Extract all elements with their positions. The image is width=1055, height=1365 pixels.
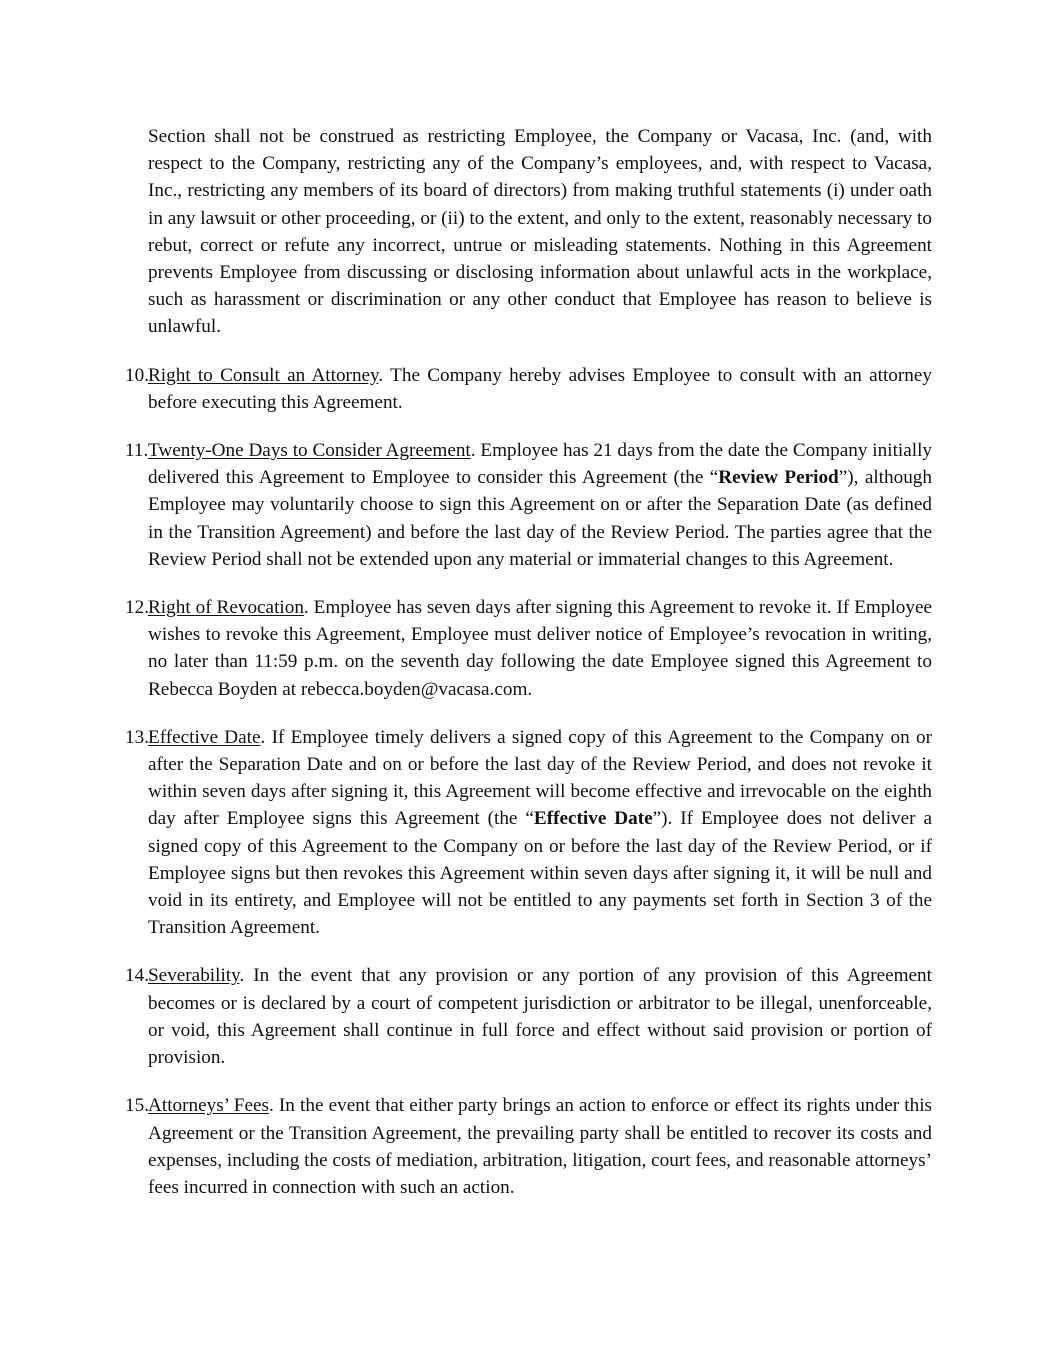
section-14	[125, 962, 932, 1071]
section-number: 12.	[125, 597, 149, 619]
section-number: 11.	[125, 440, 149, 462]
section-body: . The Company hereby advises Employee to consult with an attorney before executing this Agreement.	[148, 364, 932, 413]
section-number: 15.	[125, 1095, 149, 1117]
section-heading: Right of Revocation	[148, 597, 304, 619]
document-body	[125, 123, 932, 1222]
section-heading: Attorneys’ Fees	[148, 1095, 269, 1117]
section-10	[125, 362, 932, 416]
defined-term: Review Period	[718, 467, 839, 489]
section-15	[125, 1092, 932, 1201]
section-heading: Twenty-One Days to Consider Agreement	[148, 440, 471, 462]
section-number: 14.	[125, 965, 149, 987]
section-body-continued: ”), although Employee may voluntarily choose to sign this Agreement on or after the Separation Date (as defined in the Transition Agreement) and before the last day of the Review Period. The parties agree that the Review Period shall not be extended upon any material or immaterial changes to this Agreement.	[148, 467, 932, 570]
section-body-continued: ”). If Employee does not deliver a signed copy of this Agreement to the Company on or before the last day of the Review Period, or if Employee signs but then revokes this Agreement within seven days after signing it, it will be null and void in its entirety, and Employee will not be entitled to any payments set forth in Section 3 of the Transition Agreement.	[148, 808, 933, 939]
section-body: . Employee has seven days after signing this Agreement to revoke it. If Employee wishes to revoke this Agreement, Employee must deliver notice of Employee’s revocation in writing, no later than 11:59 p.m. on the seventh day following the date Employee signed this Agreement to Rebecca Boyden at rebecca.boyden@vacasa.com.	[148, 597, 932, 700]
section-body: . In the event that any provision or any portion of any provision of this Agreement becomes or is declared by a court of competent jurisdiction or arbitrator to be illegal, unenforceable, or void, this Agreement shall continue in full force and effect without said provision or portion of provision.	[148, 965, 932, 1069]
section-number: 13.	[125, 726, 149, 748]
section-13	[125, 724, 932, 942]
defined-term: Effective Date	[533, 808, 653, 830]
section-body: . In the event that either party brings an action to enforce or effect its rights under this Agreement or the Transition Agreement, the prevailing party shall be entitled to recover its costs and expenses, including the costs of mediation, arbitration, litigation, court fees, and reasonable attorneys’ fees incurred in connection with such an action.	[148, 1095, 932, 1198]
section-11	[125, 437, 932, 573]
section-heading: Right to Consult an Attorney	[148, 364, 379, 386]
section-12	[125, 594, 932, 703]
section-heading: Effective Date	[148, 726, 261, 748]
section-9-continuation: Section shall not be construed as restricting Employee, the Company or Vacasa, Inc. (and, with respect to the Company, restricting any of the Company’s employees, and, with respect to Vacasa, Inc., restricting any members of its board of directors) from making truthful statements (i) under oath in any lawsuit or other proceeding, or (ii) to the extent, and only to the extent, reasonably necessary to rebut, correct or refute any incorrect, untrue or misleading statements. Nothing in this Agreement prevents Employee from discussing or disclosing information about unlawful acts in the workplace, such as harassment or discrimination or any other conduct that Employee has reason to believe is unlawful.	[148, 126, 932, 338]
section-heading: Severability	[148, 965, 240, 987]
section-number: 10.	[125, 364, 149, 386]
section-body: . If Employee timely delivers a signed copy of this Agreement to the Company on or after the Separation Date and on or before the last day of the Review Period, and does not revoke it within seven days after signing it, this Agreement will become effective and irrevocable on the eighth day after Employee signs this Agreement (the “	[148, 726, 932, 830]
section-body: . Employee has 21 days from the date the Company initially delivered this Agreement to Employee to consider this Agreement (the “	[148, 440, 932, 489]
